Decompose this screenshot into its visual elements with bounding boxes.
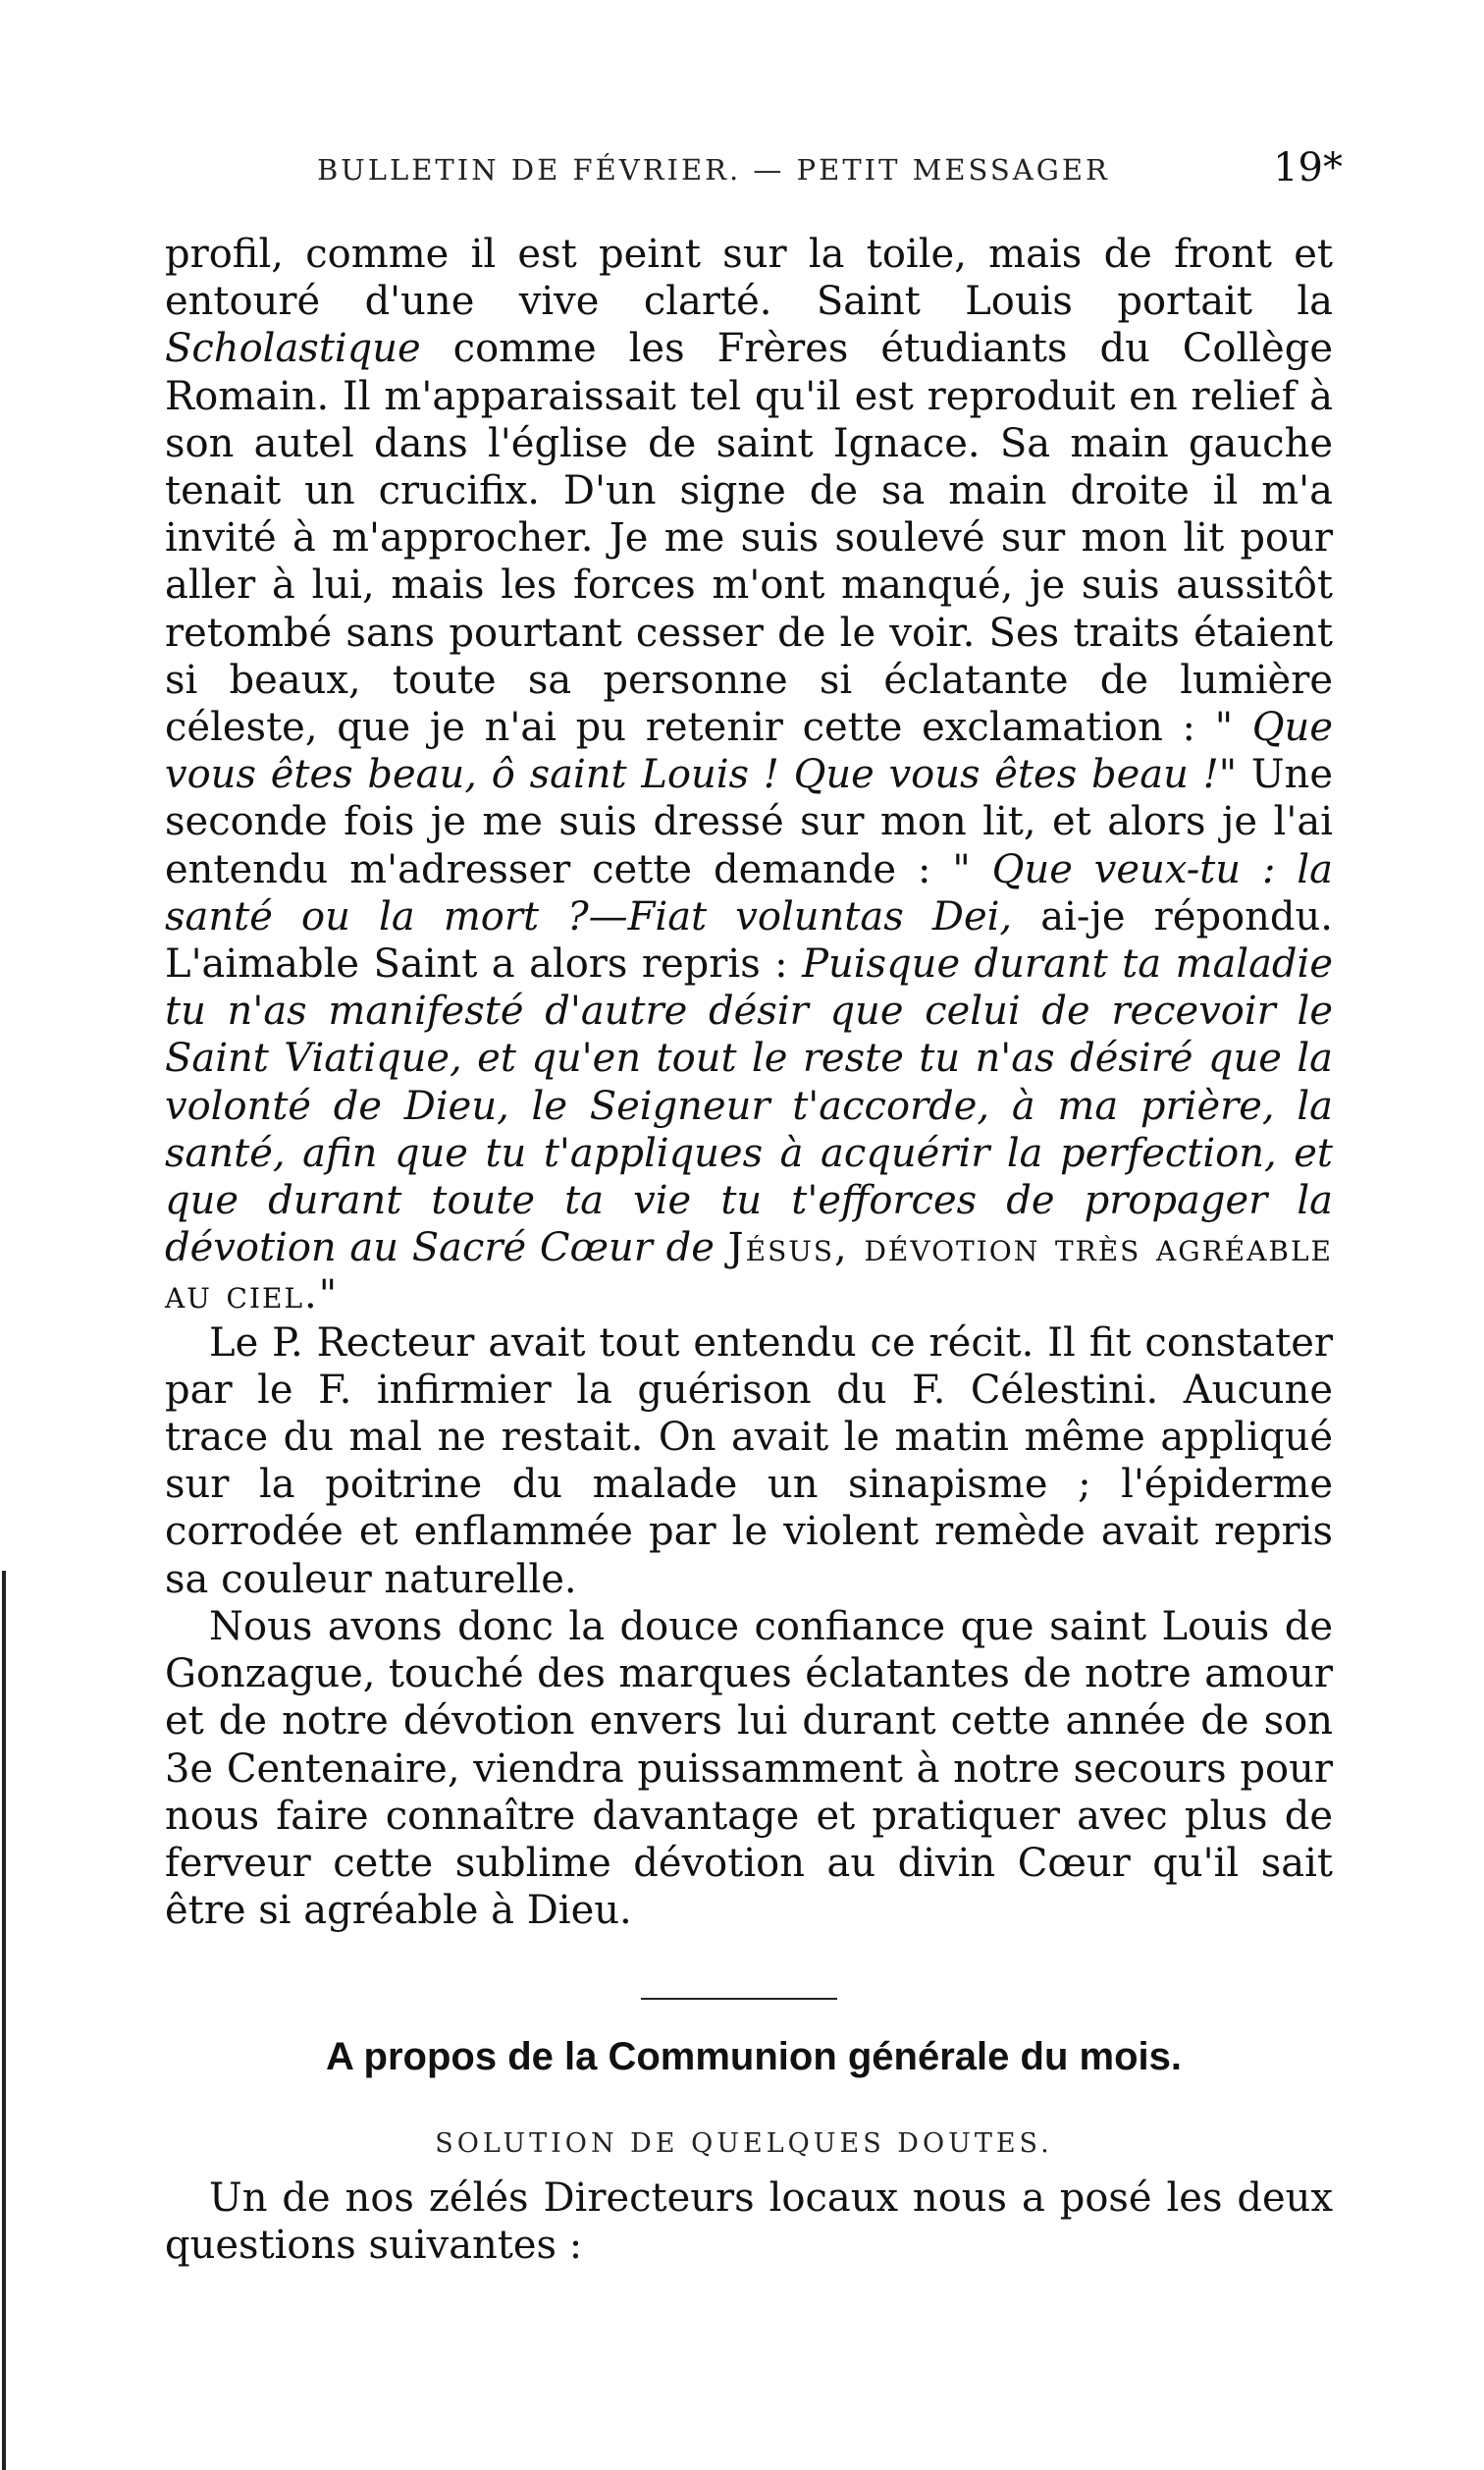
text-run: comme les Frères étudiants du Collège Romain. Il m'apparaissait tel qu'il est reproduit en relief à son autel dans l'église de saint Ignace. Sa main gauche tenait un crucifix. D'un signe de sa main droite il m'a invité à m'approcher. Je me suis soulevé sur mon lit pour aller à lui, mais les forces m'ont manqué, je suis aussitôt retombé sans pourtant cesser de le voir. Ses traits étaient si beaux, toute sa personne si éclatante de lumière céleste, que je n'ai pu retenir cette exclamation : " <box>165 326 1333 751</box>
text-run: " <box>318 1272 338 1318</box>
running-head <box>317 145 1343 194</box>
text-run <box>715 1225 728 1270</box>
running-head-title: BULLETIN DE FÉVRIER. — PETIT MESSAGER <box>317 153 1110 187</box>
italic-text: Puisque durant ta maladie tu n'as manifesté d'autre désir que celui de recevoir le Saint Viatique, et qu'en tout le reste tu n'as désiré que la volonté de Dieu, le Seigneur t'accorde, à ma prière, la santé, afin que tu t'appliques à acquérir la perfection, et que durant toute ta vie tu t'efforces de propager la dévotion au Sacré Cœur de <box>165 941 1334 1271</box>
article-body <box>165 231 1333 1934</box>
paragraph <box>165 1603 1333 1934</box>
smallcaps-text: Jésus, dévotion très agréable au ciel. <box>165 1225 1333 1318</box>
text-run: ai-je répondu. L'aimable Saint a alors repris : <box>165 893 1333 988</box>
section-title: A propos de la Communion générale du mois. <box>326 2035 1182 2078</box>
text-run: " Une seconde fois je me suis dressé sur mon lit, et alors je l'ai entendu m'adresser cette demande : " <box>165 752 1333 892</box>
italic-text: Scholastique <box>165 326 421 372</box>
text-run: Le P. Recteur avait tout entendu ce récit. Il fit constater par le F. infirmier la guérison du F. Célestini. Aucune trace du mal ne restait. On avait le matin même appliqué sur la poitrine du malade un sinapisme ; l'épiderme corrodée et enflammée par le violent remède avait repris sa couleur naturelle. <box>165 1319 1333 1602</box>
section-subtitle: SOLUTION DE QUELQUES DOUTES. <box>435 2128 1053 2159</box>
scan-margin-line <box>2 1571 6 2470</box>
section-body: Un de nos zélés Directeurs locaux nous a posé les deux questions suivantes : <box>165 2175 1333 2268</box>
page-number: 19* <box>1273 145 1343 190</box>
italic-text: Que vous êtes beau, ô saint Louis ! Que vous êtes beau ! <box>165 705 1333 798</box>
section-divider <box>641 1998 837 2000</box>
text-run: Nous avons donc la douce confiance que saint Louis de Gonzague, touché des marques éclatantes de notre amour et de notre dévotion envers lui durant cette année de son 3e Centenaire, viendra puissamment à notre secours pour nous faire connaître davantage et pratiquer avec plus de ferveur cette sublime dévotion au divin Cœur qu'il sait être si agréable à Dieu. <box>165 1603 1333 1934</box>
text-run: profil, comme il est peint sur la toile, mais de front et entouré d'une vive clarté. Saint Louis portait la <box>165 232 1333 325</box>
paragraph <box>165 231 1333 1319</box>
italic-text: Que veux-tu : la santé ou la mort ?—Fiat voluntas Dei, <box>165 846 1333 940</box>
paragraph <box>165 1319 1333 1603</box>
